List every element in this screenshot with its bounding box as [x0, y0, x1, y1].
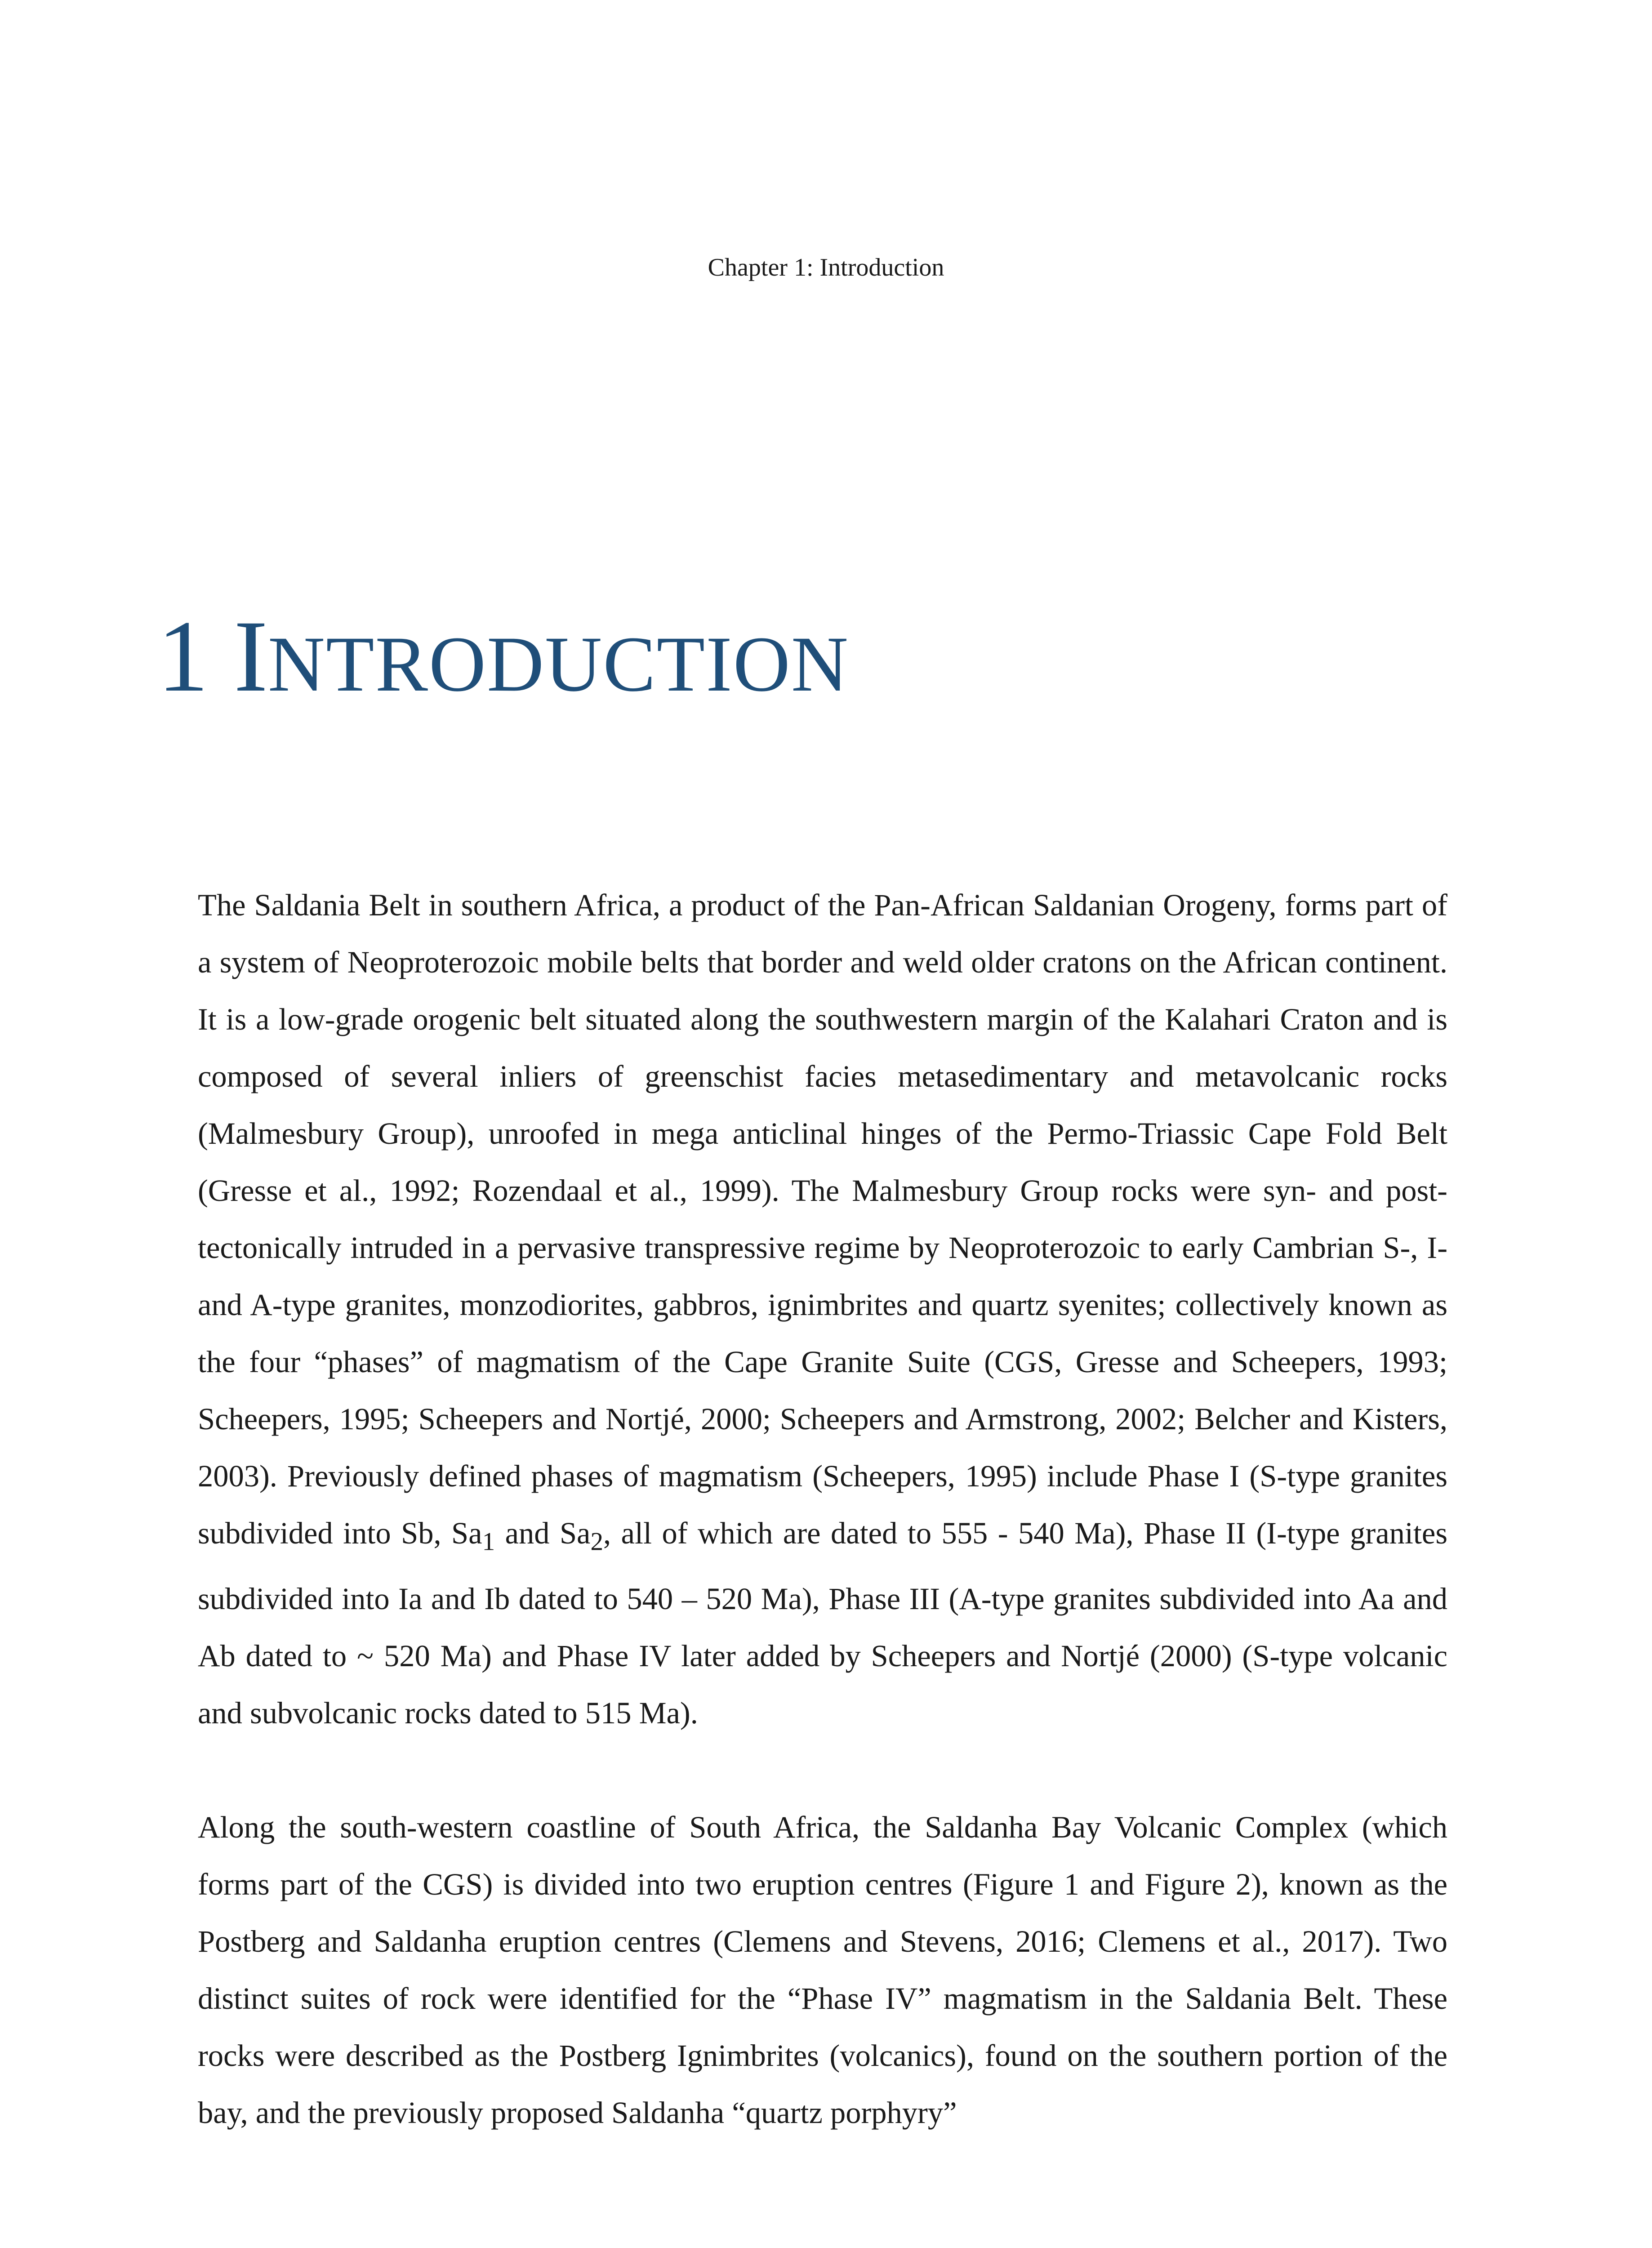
chapter-number: 1: [157, 600, 209, 713]
chapter-heading: [157, 598, 849, 723]
paragraph-1: [198, 877, 1447, 1742]
paragraph-2: Along the south-western coastline of South Africa, the Saldanha Bay Volcanic Complex (which forms part of the CGS) is divided into two eruption centres (Figure 1 and Figure 2), known as the Postberg and Saldanha eruption centres (Clemens and Stevens, 2016; Clemens et al., 2017). Two distinct suites of rock were identified for the “Phase IV” magmatism in the Saldania Belt. These rocks were described as the Postberg Ignimbrites (volcanics), found on the southern portion of the bay, and the previously proposed Saldanha “quartz porphyry”: [198, 1810, 1447, 2130]
paragraph-1-part-2: and Sa: [495, 1516, 591, 1550]
chapter-title-rest: NTRODUCTION: [267, 620, 849, 708]
paragraph-1-part-1: The Saldania Belt in southern Africa, a product of the Pan-African Saldanian Orogeny, forms part of a system of Neoproterozoic mobile belts that border and weld older cratons on the African continent. It is a low-grade orogenic belt situated along the southwestern margin of the Kalahari Craton and is composed of several inliers of greenschist facies metasedimentary and metavolcanic rocks (Malmesbury Group), unroofed in mega anticlinal hinges of the Permo-Triassic Cape Fold Belt (Gresse et al., 1992; Rozendaal et al., 1999). The Malmesbury Group rocks were syn- and post-tectonically intruded in a pervasive transpressive regime by Neoproterozoic to early Cambrian S-, I- and A-type granites, monzodiorites, gabbros, ignimbrites and quartz syenites; collectively known as the four “phases” of magmatism of the Cape Granite Suite (CGS, Gresse and Scheepers, 1993; Scheepers, 1995; Scheepers and Nortjé, 2000; Scheepers and Armstrong, 2002; Belcher and Kisters, 2003). Previously defined phases of magmatism (Scheepers, 1995) include Phase I (S-type granites subdivided into Sb, Sa: [198, 888, 1447, 1550]
running-header: Chapter 1: Introduction: [708, 254, 944, 281]
chapter-title-initial: I: [234, 600, 268, 713]
body-text: [198, 877, 1447, 2199]
subscript-2: 2: [590, 1527, 603, 1556]
paragraph-1-part-3: , all of which are dated to 555 - 540 Ma), Phase II (I-type granites subdivided into Ia and Ib dated to 540 – 520 Ma), Phase III (A-type granites subdivided into Aa and Ab dated to ~ 520 Ma) and Phase IV later added by Scheepers and Nortjé (2000) (S-type volcanic and subvolcanic rocks dated to 515 Ma).: [198, 1516, 1447, 1730]
subscript-1: 1: [482, 1527, 495, 1556]
